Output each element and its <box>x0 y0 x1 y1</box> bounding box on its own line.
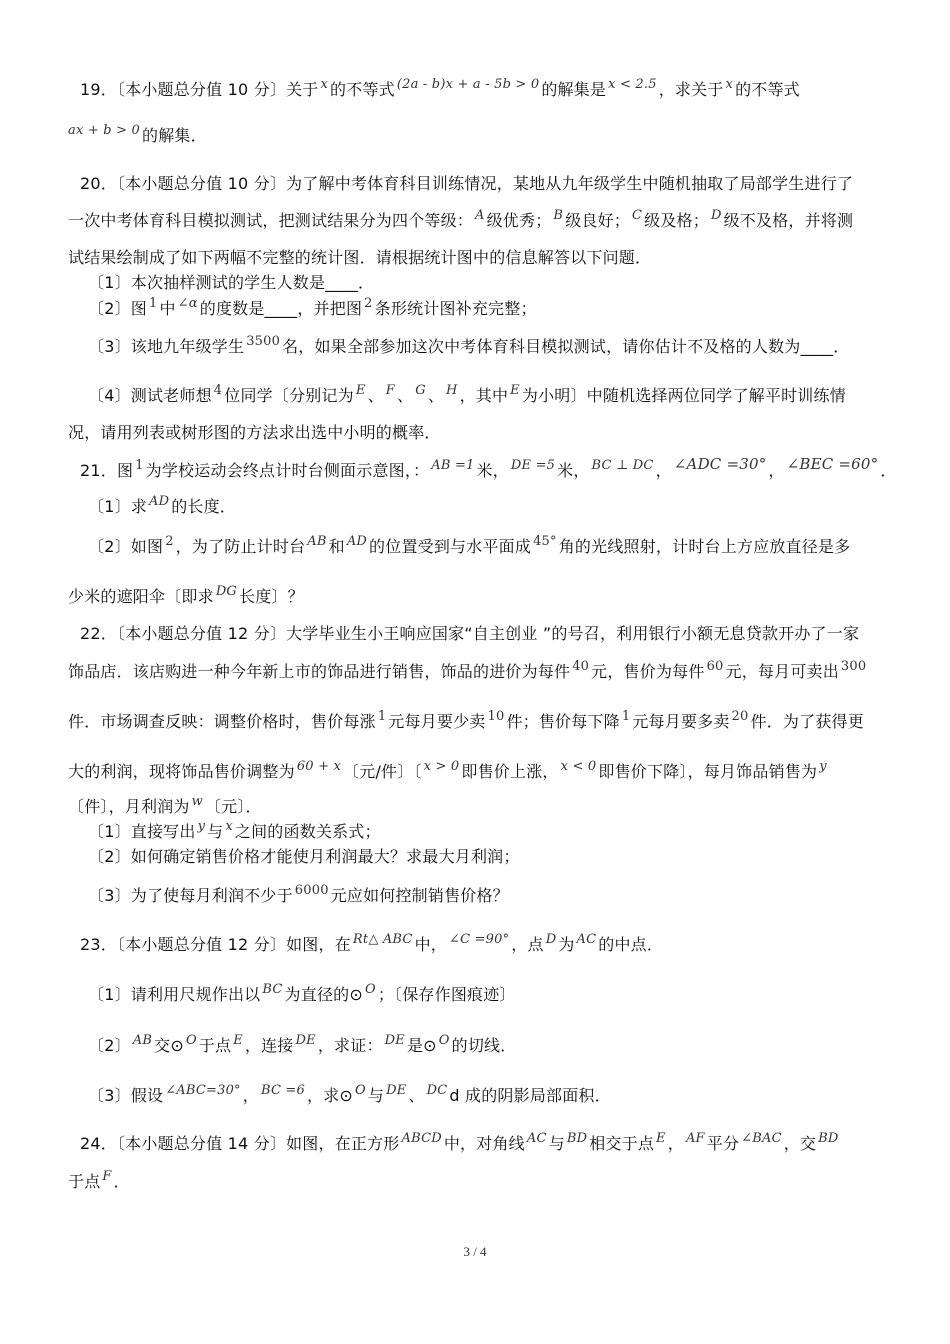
q20-part-1: 〔1〕本次抽样测试的学生人数是____． <box>88 273 375 292</box>
q20-line-2: 一次中考体育科目模拟测试，把测试结果分为四个等级： $^A$ 级优秀； $^B$ 级良好； $^C$ 级及格； $^D$ 级不及格，并将测 <box>68 208 854 230</box>
q22-part-2: 〔2〕如何确定销售价格才能使月利润最大？求最大月利润； <box>88 847 520 866</box>
q22-line-3: 件．市场调查反映：调整价格时，售价每涨 $^1$ 元每月要少卖 $^{10}$ 件；售价每下降 $^1$ 元每月要多卖 $^{20}$ 件．为了获得更 <box>68 709 864 731</box>
q19-line-2: $^{ax + b > 0}$ 的解集． <box>68 123 207 145</box>
q20-part-4-cont: 况，请用列表或树形图的方法求出选中小明的概率． <box>68 423 441 442</box>
q20-line-1: 20．〔本小题总分值 10 分〕为了解中考体育科目训练情况，某地从九年级学生中随机抽取了局部学生进行了 <box>80 174 854 193</box>
q21-part-2-cont: 少米的遮阳伞〔即求 $^{DG}$ 长度〕？ <box>68 584 304 606</box>
q21-part-1: 〔1〕求 $^{AD}$ 的长度． <box>88 494 237 516</box>
q20-part-4: 〔4〕测试老师想 $^4$ 位同学〔分别记为 $^E$ 、 $^F$ 、 $^G$ 、 $^H$ ，其中 $^E$ 为小明〕中随机选择两位同学了解平时训练情 <box>88 383 846 405</box>
q24-line-1: 24．〔本小题总分值 14 分〕如图，在正方形 $^{ABCD}$ 中，对角线 $^{AC}$ 与 $^{BD}$ 相交于点 $^E$ ， $^{AF}$ 平分 $^{\angle BAC}$ ，交 $^{BD}$ <box>80 1131 839 1153</box>
q23-line-1: 23．〔本小题总分值 12 分〕如图，在 $^{Rt\triangle ABC}$ 中， $^{\angle C =90^\circ}$ ，点 $^D$ 为 $^{AC}$ 的中点． <box>80 932 664 954</box>
q22-part-3: 〔3〕为了使每月利润不少于 $^{6000}$ 元应如何控制销售价格？ <box>88 883 509 905</box>
page-number: 3 / 4 <box>463 1244 487 1259</box>
q23-part-3: 〔3〕假设 $^{\angle ABC=30^\circ}$ ， $^{BC =6}$ ，求⊙ $^O$ 与 $^{DE}$ 、 $^{DC}$ d 成的阴影局部面积． <box>88 1083 611 1105</box>
q19-line-1: 19．〔本小题总分值 10 分〕关于 $^x$ 的不等式 $^{(2a - b)x + a - 5b > 0}$ 的解集是 $^{x < 2.5}$ ，求关于 $^x$ 的不等式 <box>80 77 800 99</box>
q21-part-2: 〔2〕如图 $^2$ ，为了防止计时台 $^{AB}$ 和 $^{AD}$ 的位置受到与水平面成 $^{45^\circ}$ 角的光线照射，计时台上方应放直径是多 <box>88 534 851 556</box>
q20-part-2: 〔2〕图 $^1$ 中 $^{\angle\alpha}$ 的度数是____，并把图 $^2$ 条形统计图补充完整； <box>88 296 537 318</box>
q23-part-2: 〔2〕 $^{AB}$ 交⊙ $^O$ 于点 $^E$ ，连接 $^{DE}$ ，求证： $^{DE}$ 是⊙ $^O$ 的切线． <box>88 1033 517 1055</box>
q22-line-1: 22．〔本小题总分值 12 分〕大学毕业生小王响应国家“自主创业 ”的号召，利用银行小额无息贷款开办了一家 <box>80 624 860 643</box>
q22-line-4: 大的利润，现将饰品售价调整为 $^{60 + x}$ 〔元/件〕〔 $^{x > 0}$ 即售价上涨， $^{x < 0}$ 即售价下降〕，每月饰品销售为 $^y$ <box>68 759 827 781</box>
q22-line-5: 〔件〕，月利润为 $^w$ 〔元〕． <box>68 794 262 816</box>
q20-part-3: 〔3〕该地九年级学生 $^{3500}$ 名，如果全部参加这次中考体育科目模拟测试，请你估计不及格的人数为____． <box>88 334 850 356</box>
q24-line-2: 于点 $^F$ ． <box>68 1169 130 1191</box>
q22-line-2: 饰品店．该店购进一种今年新上市的饰品进行销售，饰品的进价为每件 $^{40}$ 元，售价为每件 $^{60}$ 元，每月可卖出 $^{300}$ <box>68 659 867 681</box>
q22-part-1: 〔1〕直接写出 $^y$ 与 $^x$ 之间的函数关系式； <box>88 819 381 841</box>
q23-part-1: 〔1〕请利用尺规作出以 $^{BC}$ 为直径的⊙ $^O$ ；〔保存作图痕迹〕 <box>88 982 516 1004</box>
q20-line-3: 试结果绘制成了如下两幅不完整的统计图．请根据统计图中的信息解答以下问题． <box>68 248 652 267</box>
q21-line-1: 21．图 $^1$ 为学校运动会终点计时台侧面示意图，： $^{AB =1}$ 米， $^{DE =5}$ 米， $^{BC \perp DC}$ ， ∠ADC =30° ， ∠BEC =60° ． <box>80 455 897 480</box>
